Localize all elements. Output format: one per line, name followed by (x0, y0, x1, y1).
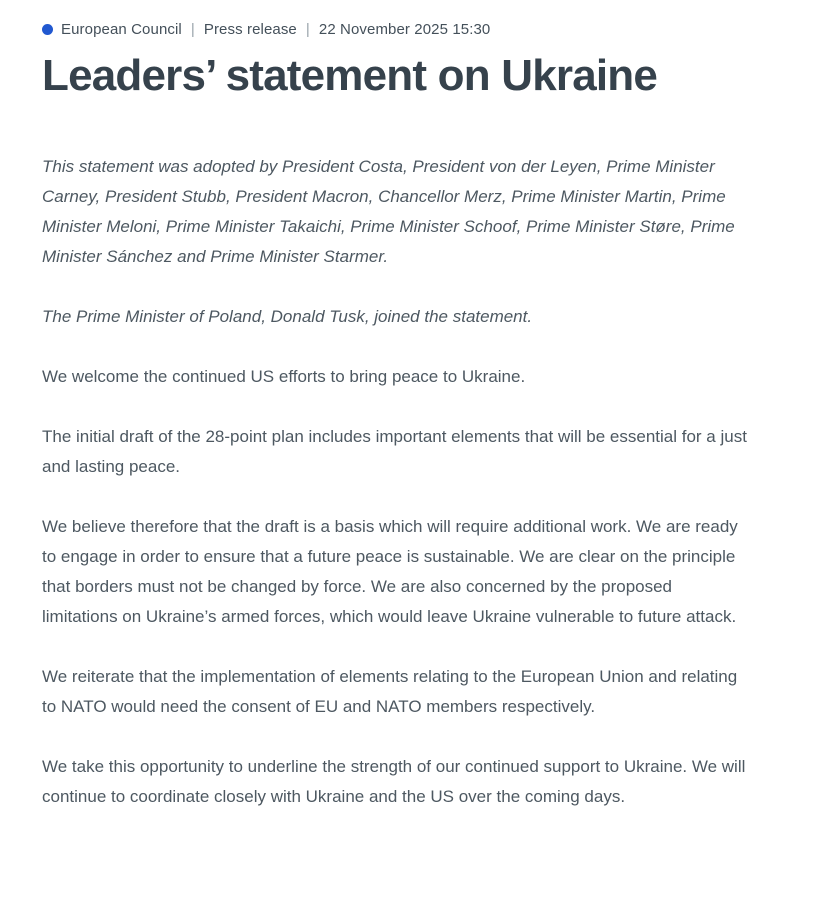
paragraph: The Prime Minister of Poland, Donald Tusk, joined the statement. (42, 307, 533, 327)
meta-source: European Council (61, 21, 182, 38)
article-content (42, 0, 748, 812)
meta-type: Press release (203, 21, 297, 38)
paragraph: We take this opportunity to underline the strength of our continued support to Ukraine. We will continue to coordinate closely with Ukraine and the US over the coming days. (42, 757, 746, 807)
paragraph: We welcome the continued US efforts to bring peace to Ukraine. (42, 367, 526, 387)
paragraph: We reiterate that the implementation of elements relating to the European Union and relating to NATO would need the consent of EU and NATO members respectively. (42, 667, 738, 717)
paragraph: The initial draft of the 28-point plan includes important elements that will be essential for a just and lasting peace. (42, 427, 747, 477)
bullet-dot-icon (42, 24, 53, 35)
article-meta (42, 21, 748, 38)
paragraph: This statement was adopted by President Costa, President von der Leyen, Prime Minister Carney, President Stubb, President Macron, Chancellor Merz, Prime Minister Martin, Prime Minister Meloni, Prime Minister Takaichi, Prime Minister Schoof, Prime Minister Støre, Prime Minister Sánchez and Prime Minister Starmer. (42, 157, 735, 267)
meta-separator: | (190, 21, 195, 38)
page-title: Leaders’ statement on Ukraine (42, 51, 658, 100)
meta-separator: | (305, 21, 310, 38)
paragraph: We believe therefore that the draft is a basis which will require additional work. We are ready to engage in order to ensure that a future peace is sustainable. We are clear on the principle that borders must not be changed by force. We are also concerned by the proposed limitations on Ukraine’s armed forces, which would leave Ukraine vulnerable to future attack. (42, 517, 738, 627)
article-body (42, 152, 748, 812)
meta-datetime: 22 November 2025 15:30 (318, 21, 491, 38)
